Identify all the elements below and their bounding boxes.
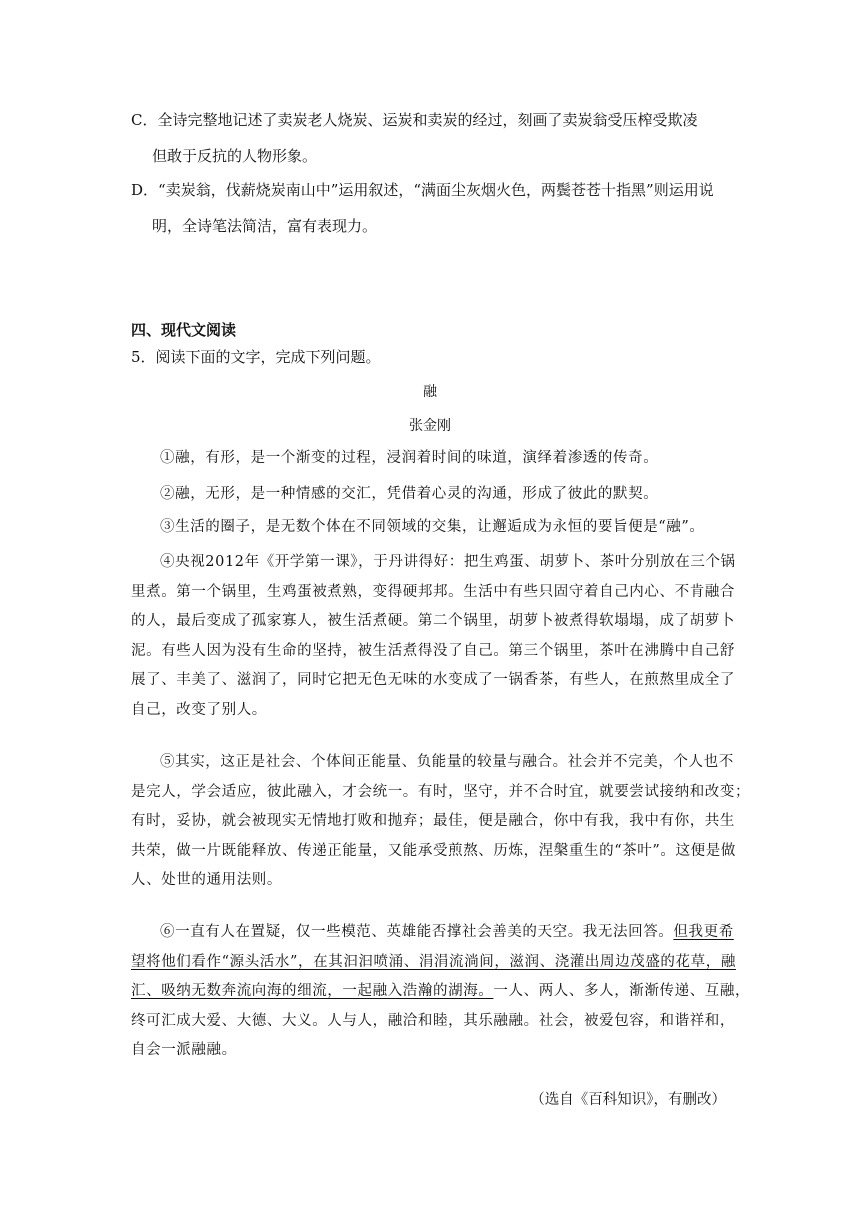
paragraph-6-line: 自会一派融融。 — [131, 1042, 237, 1058]
paragraph-6-text: 一人、两人、多人，渐渐传递、互融， — [493, 983, 751, 999]
underlined-sentence: 望将他们看作“源头活水”，在其汩汩喷涌、涓涓流淌间，滋润、浇灌出周边茂盛的花草，融 — [131, 953, 736, 970]
option-c-line-1: C．全诗完整地记述了卖炭老人烧炭、运炭和卖炭的经过，刻画了卖炭翁受压榨受欺凌 — [131, 111, 698, 129]
option-d-line-1: D．“卖炭翁，伐薪烧炭南山中”运用叙述，“满面尘灰烟火色，两鬓苍苍十指黑”则运用说 — [131, 181, 714, 199]
paragraph-5-line: 有时，妥协，就会被现实无情地打败和抛弃；最佳，便是融合，你中有我，我中有你，共生 — [131, 813, 735, 829]
paragraph-5-line: 共荣，做一片既能释放、传递正能量，又能承受煎熬、历炼，涅槃重生的“茶叶”。这便是做 — [131, 842, 736, 859]
paragraph-5-line: ⑤其实，这正是社会、个体间正能量、负能量的较量与融合。社会并不完美，个人也不 — [160, 754, 734, 770]
paragraph-4-line: ④央视2012年《开学第一课》，于丹讲得好：把生鸡蛋、胡萝卜、茶叶分别放在三个锅 — [160, 554, 736, 570]
paragraph-3-text: ③生活的圈子，是无数个体在不同领域的交集，让邂逅成为永恒的要旨便是“融”。 — [160, 519, 705, 535]
underlined-sentence: 但我更希 — [673, 924, 734, 940]
paragraph-2-text: ②融，无形，是一种情感的交汇，凭借着心灵的沟通，形成了彼此的默契。 — [160, 486, 659, 502]
paragraph-6-line: 终可汇成大爱、大德、大义。人与人，融洽和睦，其乐融融。社会，被爱包容，和谐祥和， — [131, 1012, 735, 1029]
option-d-line-2: 明，全诗笔法简洁，富有表现力。 — [152, 217, 378, 235]
paragraph-3 — [131, 513, 729, 543]
underlined-sentence: 汇、吸纳无数奔流向海的细流，一起融入浩瀚的湖海。 — [131, 983, 494, 999]
paragraph-4 — [131, 548, 736, 725]
paragraph-4-line: 泥。有些人因为没有生命的坚持，被生活煮得没了自己。第三个锅里，茶叶在沸腾中自己舒 — [131, 642, 735, 659]
option-c — [131, 102, 743, 174]
option-c-line-2: 但敢于反抗的人物形象。 — [152, 147, 318, 165]
paragraph-2 — [131, 480, 729, 510]
paragraph-4-line: 自己，改变了别人。 — [131, 701, 267, 718]
paragraph-4-line: 的人，最后变成了孤家寡人，被生活煮硬。第二个锅里，胡萝卜被煮得软塌塌，成了胡萝卜 — [131, 613, 735, 629]
paragraph-6-line — [131, 977, 751, 1007]
section-title: 四、现代文阅读 — [131, 321, 237, 339]
article-author: 张金刚 — [409, 418, 451, 434]
article-title: 融 — [423, 384, 437, 400]
paragraph-6-text: ⑥一直有人在置疑，仅一些模范、英雄能否撑社会善美的天空。我无法回答。 — [160, 924, 674, 940]
question-prompt: 5．阅读下面的文字，完成下列问题。 — [131, 348, 381, 366]
paragraph-1-text: ①融，有形，是一个渐变的过程，浸润着时间的味道，演绎着渗透的传奇。 — [160, 450, 659, 466]
paragraph-5-line: 是完人，学会适应，彼此融入，才会统一。有时，坚守，并不合时宜，就要尝试接纳和改变； — [131, 783, 751, 800]
paragraph-1 — [131, 444, 729, 474]
paragraph-6-line — [131, 918, 734, 948]
option-d — [131, 172, 743, 244]
paragraph-6 — [131, 918, 751, 1066]
paragraph-5 — [131, 748, 751, 896]
source-citation: （选自《百科知识》，有删改） — [530, 1092, 726, 1108]
paragraph-4-line: 展了、丰美了、滋润了，同时它把无色无味的水变成了一锅香茶，有些人，在煎熬里成全了 — [131, 672, 735, 688]
paragraph-5-line: 人、处世的通用法则。 — [131, 872, 282, 888]
paragraph-4-line: 里煮。第一个锅里，生鸡蛋被煮熟，变得硬邦邦。生活中有些只固守着自己内心、不肯融合 — [131, 583, 735, 600]
